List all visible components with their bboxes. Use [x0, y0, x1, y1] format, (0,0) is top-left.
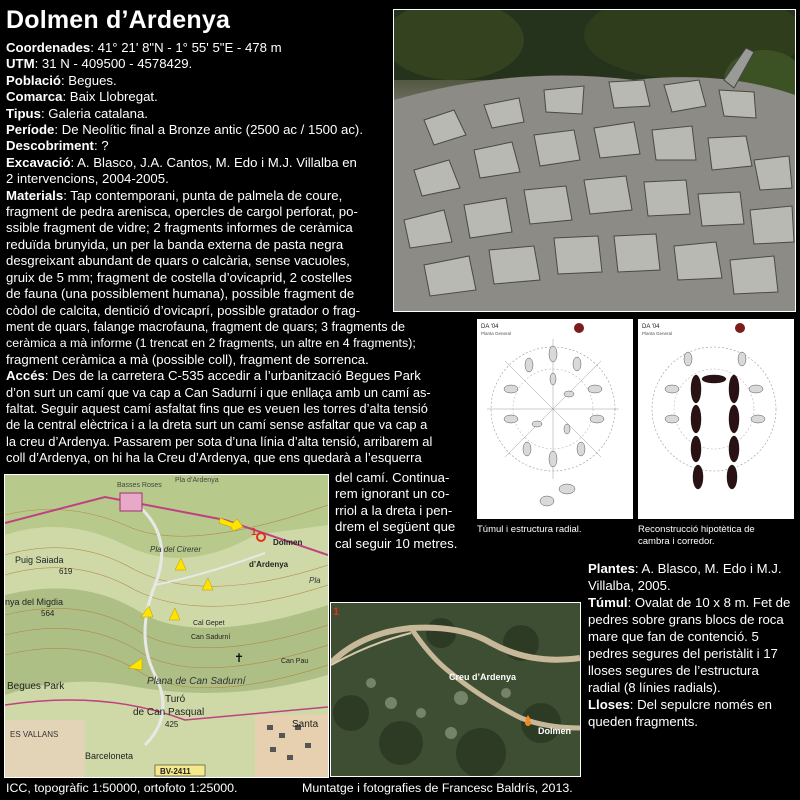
map-label-turo-height: 425 — [165, 720, 179, 729]
plan-chamber-drawing — [638, 319, 794, 519]
map-label-vallans: ES VALLANS — [10, 730, 59, 739]
ortho-label-creu: Creu d’Ardenya — [449, 672, 517, 682]
acces-line-2: d’on surt un camí que va cap a Can Sadurní i que enllaça amb un camí as- — [6, 384, 431, 400]
ortho-label-dolmen: Dolmen — [538, 726, 572, 736]
plan2-subheader: Planta General — [642, 331, 673, 336]
plan-header: DA '04 — [481, 324, 499, 330]
details-block — [588, 560, 794, 730]
footer-source: ICC, topogràfic 1:50000, ortofoto 1:25000. — [6, 781, 238, 795]
plan-radial-drawing — [477, 319, 633, 519]
poblacio-label: Població — [6, 72, 61, 88]
comarca-value: : Baix Llobregat. — [62, 89, 158, 105]
materials-value: : Tap contemporani, punta de palmela de coure, — [63, 187, 343, 203]
map-label-can-pau: Can Pau — [281, 658, 309, 665]
map-label-migdia: nya del Migdia — [5, 597, 64, 607]
poblacio-value: : Begues. — [60, 72, 117, 88]
acces-line-5: la creu d’Ardenya. Passarem per sota d’una línia d’alta tensió, arribarem al — [6, 433, 433, 449]
excavacio-value: : A. Blasco, J.A. Cantos, M. Edo i M.J. Villalba en — [70, 154, 357, 170]
topographic-map — [4, 474, 329, 778]
cross-icon: ✝ — [234, 651, 245, 665]
map-label-plana: Plana de Can Sadurní — [147, 676, 246, 687]
map-marker-number: 1 — [251, 527, 257, 538]
descobriment-label: Descobriment — [6, 138, 94, 154]
materials-line-5: desgreixant abundant de quars o calcària, sense vacuoles, — [6, 253, 350, 269]
excavacio-label: Excavació — [6, 154, 71, 170]
materials-label: Materials — [6, 187, 64, 203]
dolmen-photo-illustration — [394, 10, 795, 311]
utm-value: : 31 N - 409500 - 4578429. — [34, 56, 193, 72]
map-label-can-gepet: Cal Gepet — [193, 620, 225, 627]
map-label-saiada-height: 619 — [59, 567, 73, 576]
footer-credit: Muntatge i fotografies de Francesc Baldrís, 2013. — [302, 781, 573, 795]
plan2-caption-line-1: Reconstrucció hipotètica de — [638, 524, 755, 535]
materials-line-3: ssible fragment de vidre; 2 fragments informes de ceràmica — [6, 220, 353, 236]
acces-continuation: del camí. Continua- rem ignorant un co- rriol a la dreta i pen- drem el següent que cal seguir 10 metres. — [335, 470, 458, 551]
materials-line-6: gruix de 5 mm; fragment de costella d’ovicaprid, 2 costelles — [6, 269, 352, 285]
map-label-pla-cirerer: Pla del Cirerer — [150, 545, 202, 554]
materials-line-9: ment de quars, falange macrofauna, fragment de quars; 3 fragments de — [6, 319, 406, 334]
acces-value: : Des de la carretera C-535 accedir a l’urbanització Begues Park — [44, 368, 421, 384]
plantes-label: Plantes — [588, 561, 635, 576]
acces-line — [6, 368, 471, 384]
plantes-value: : A. Blasco, M. Edo i M.J. Villalba, 2005. — [588, 561, 782, 593]
map-label-pla-right: Pla — [309, 576, 321, 585]
map-label-road: BV-2411 — [160, 767, 191, 776]
coords-value: : 41° 21' 8"N - 1° 55' 5"E - 478 m — [90, 40, 282, 55]
plan-radial-structure — [477, 319, 633, 519]
tumul-para — [588, 594, 794, 696]
materials-line-10: ceràmica a mà informe (1 trencat en 2 fragments, un altre en 4 fragments); — [6, 336, 416, 351]
map-label-can-sadurni: Can Sadurní — [191, 634, 231, 641]
materials-line-7: de fauna (una possiblement humana), possible fragment de — [6, 286, 355, 302]
plan2-caption-line-2: cambra i corredor. — [638, 536, 715, 547]
coords-label: Coordenades — [6, 40, 91, 55]
tipus-label: Tipus — [6, 105, 41, 121]
lloses-para — [588, 696, 794, 730]
materials-line-11: fragment ceràmica a mà (possible coll), fragment de sorrenca. — [6, 351, 369, 367]
periode-label: Període — [6, 122, 55, 138]
lloses-label: Lloses — [588, 697, 630, 712]
map-label-ardenya-top: Pla d’Ardenya — [175, 477, 219, 484]
plan2-caption — [638, 524, 755, 548]
plan1-caption: Túmul i estructura radial. — [477, 524, 582, 535]
map-label-basses: Basses Roses — [117, 482, 162, 489]
plan2-header: DA '04 — [642, 324, 660, 330]
acces-line-6: coll d’Ardenya, on hi ha la Creu d’Ardenya, que ens quedarà a l’esquerra — [6, 450, 422, 466]
map-label-turo-2: de Can Pasqual — [133, 707, 205, 718]
comarca-label: Comarca — [6, 89, 63, 105]
topographic-map-drawing — [5, 475, 328, 777]
tumul-label: Túmul — [588, 595, 628, 610]
map-label-dardenya: d’Ardenya — [249, 560, 289, 569]
dolmen-photo — [393, 9, 796, 312]
orthophoto-drawing — [331, 603, 580, 776]
page-title: Dolmen d’Ardenya — [6, 6, 231, 34]
acces-line-3: faltat. Seguir aquest camí asfaltat fins que es veuen les torres d’alta tensió — [6, 400, 428, 416]
acces-line-4: de la central elèctrica i a la dreta surt un camí sense asfaltar que va cap a — [6, 417, 428, 433]
utm-label: UTM — [6, 56, 35, 72]
materials-line-8: còdol de calcita, dentició d’ovicaprí, possible gratador o frag- — [6, 302, 361, 318]
plan-subheader: Planta General — [481, 331, 512, 336]
ortho-marker-number: 1 — [333, 606, 340, 618]
periode-value: : De Neolític final a Bronze antic (2500 ac / 1500 ac). — [54, 122, 363, 138]
map-label-begues-park: Begues Park — [7, 681, 65, 692]
excavacio-line-2: 2 intervencions, 2004-2005. — [6, 171, 169, 187]
tipus-value: : Galeria catalana. — [40, 105, 148, 121]
map-label-santa: Santa — [292, 719, 319, 730]
orthophoto — [330, 602, 581, 777]
acces-label: Accés — [6, 368, 45, 384]
map-label-dolmen: Dolmen — [273, 538, 303, 547]
map-label-saiada: Puig Saiada — [15, 555, 64, 565]
lloses-value: : Del sepulcre només en queden fragments. — [588, 697, 772, 729]
map-label-migdia-height: 564 — [41, 609, 55, 618]
materials-line-2: fragment de pedra arenisca, opercles de cargol perforat, po- — [6, 204, 358, 220]
map-label-barceloneta: Barceloneta — [85, 751, 134, 761]
map-label-turo: Turó — [165, 694, 186, 705]
plantes-para — [588, 560, 794, 594]
materials-line-4: reduïda brunyida, un per la banda externa de pasta negra — [6, 236, 344, 252]
tumul-value: : Ovalat de 10 x 8 m. Fet de pedres sobre grans blocs de roca mare que fan de contenció. 5 pedres segures del peristàlit i 17 lloses segures de l’estructura radial (8 línies radials). — [588, 595, 791, 695]
descobriment-value: : ? — [93, 138, 109, 154]
plan-chamber-corridor — [638, 319, 794, 519]
